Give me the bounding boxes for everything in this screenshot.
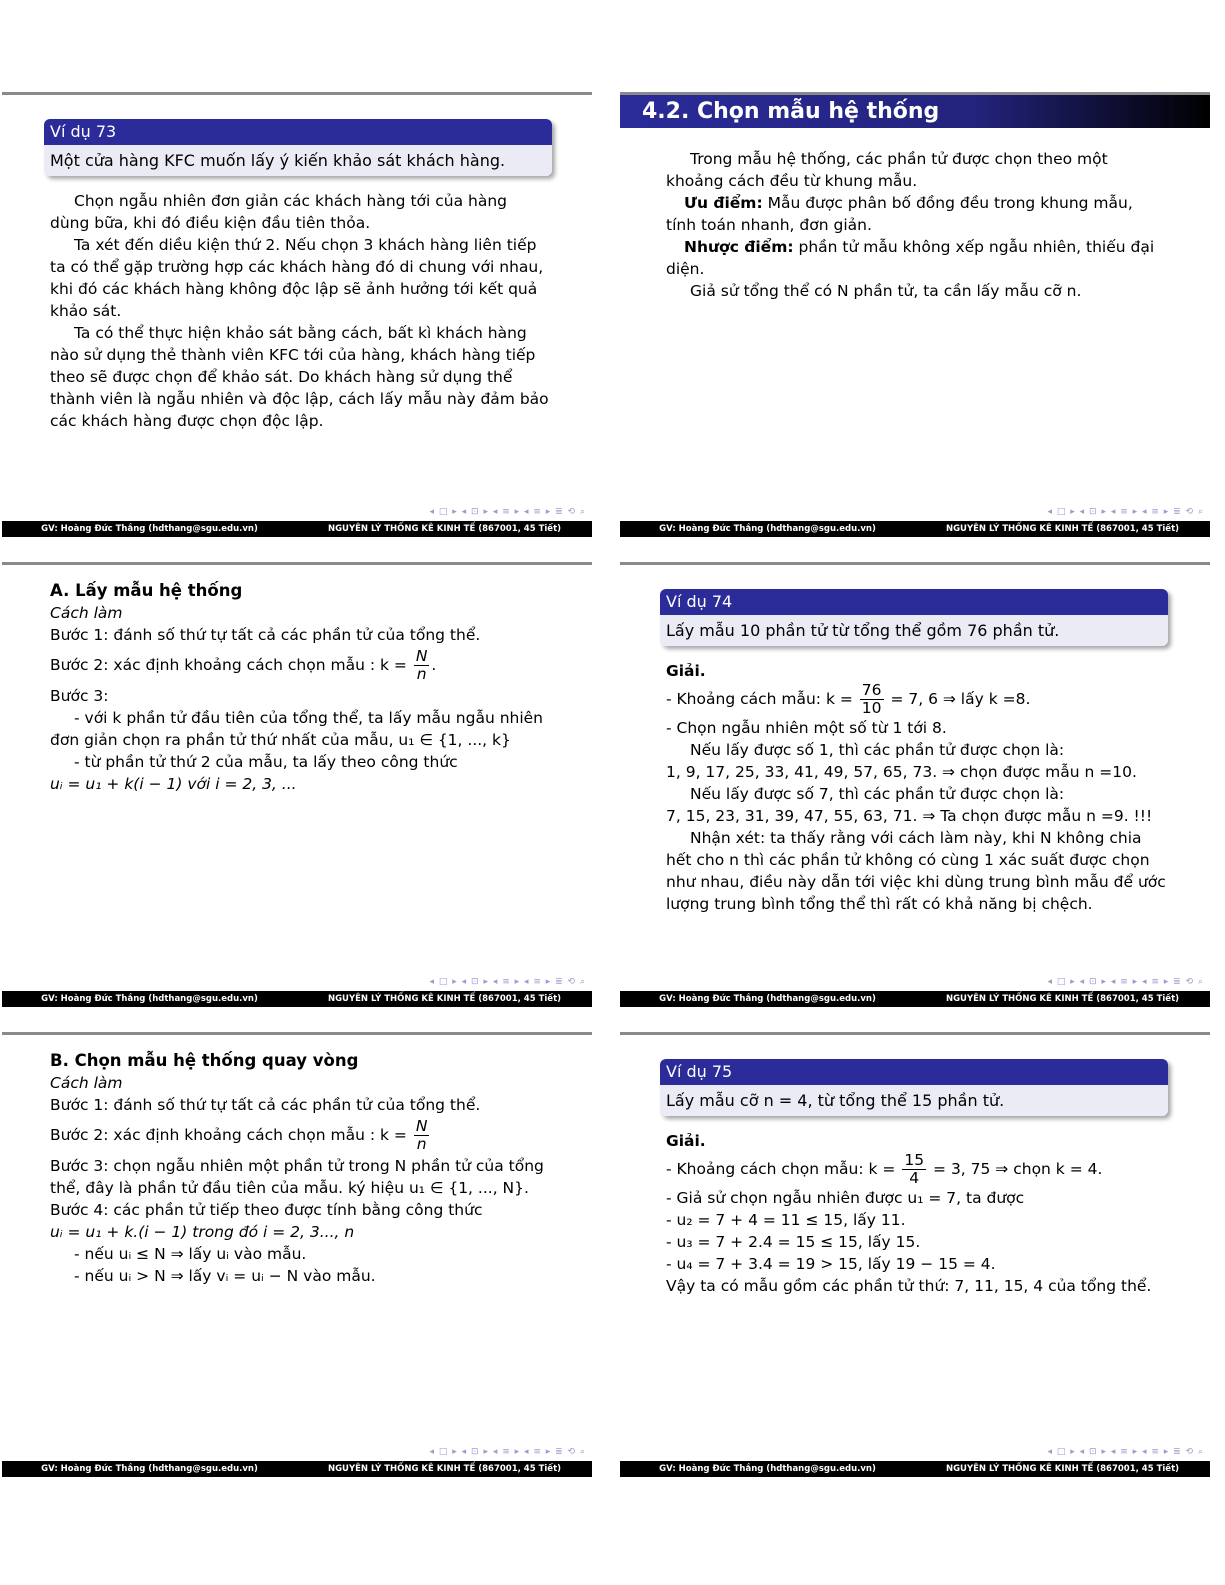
line [666, 1152, 1166, 1187]
line: 1, 9, 17, 25, 33, 41, 49, 57, 65, 73. ⇒ chọn được mẫu n =10. [666, 763, 1137, 781]
line: - u₄ = 7 + 3.4 = 19 > 15, lấy 19 − 15 = 4. [666, 1255, 996, 1273]
footer-author: GV: Hoàng Đức Thắng (hdthang@sgu.edu.vn) [41, 1464, 258, 1474]
slide-body [50, 580, 550, 795]
solution-label: Giải. [666, 662, 706, 680]
slide-body [666, 660, 1166, 915]
line: - Chọn ngẫu nhiên một số từ 1 tới 8. [666, 719, 947, 737]
slide-body [666, 1130, 1166, 1297]
paragraph: Nhận xét: ta thấy rằng với cách làm này, khi N không chia hết cho n thì các phần tử không có cùng 1 xác suất được chọn như nhau, điều này dẫn tới việc khi dùng trung bình mẫu để ước lượng trung bình tổng thể thì rất có khả năng bị chệch. [666, 829, 1166, 913]
paragraph: Trong mẫu hệ thống, các phần tử được chọn theo một khoảng cách đều từ khung mẫu. [666, 150, 1108, 190]
block-title: Ví dụ 74 [660, 589, 1168, 615]
fraction-den: n [416, 665, 427, 683]
fraction-den: 4 [909, 1169, 920, 1187]
slide-footer [2, 1461, 592, 1477]
step-3-c: - từ phần tử thứ 2 của mẫu, ta lấy theo công thức [74, 753, 458, 771]
disadvantage-label: Nhược điểm: [684, 238, 794, 256]
line [666, 682, 1166, 717]
paragraph: Ta có thể thực hiện khảo sát bằng cách, bất kì khách hàng nào sử dụng thẻ thành viên KFC tới của hàng, khách hàng tiếp theo sẽ được chọn để khảo sát. Do khách hàng sử dụng thể thành viên là ngẫu nhiên và độc lập, cách lấy mẫu này đảm bảo các khách hàng được chọn độc lập. [50, 324, 549, 430]
fraction [860, 682, 884, 717]
step-2-text: Bước 2: xác định khoảng cách chọn mẫu : k = [50, 1126, 407, 1144]
slide-body [666, 148, 1166, 302]
footer-author: GV: Hoàng Đức Thắng (hdthang@sgu.edu.vn) [659, 994, 876, 1004]
block-body: Lấy mẫu 10 phần tử từ tổng thể gồm 76 phần tử. [660, 615, 1168, 646]
block-body: Một cửa hàng KFC muốn lấy ý kiến khảo sát khách hàng. [44, 145, 552, 176]
slide-footer [2, 991, 592, 1007]
fraction [902, 1152, 926, 1187]
line-text: = 7, 6 ⇒ lấy k =8. [890, 690, 1031, 708]
slide-footer [620, 521, 1210, 537]
method-label: Cách làm [50, 604, 123, 622]
step-2: Bước 2: xác định khoảng cách chọn mẫu : k = $\frac{N}{n}$ . [50, 647, 437, 683]
section-heading: A. Lấy mẫu hệ thống [50, 581, 243, 600]
slide-4 [620, 562, 1210, 1007]
line: 7, 15, 23, 31, 39, 47, 55, 63, 71. ⇒ Ta chọn được mẫu n =9. !!! [666, 807, 1153, 825]
step-1: Bước 1: đánh số thứ tự tất cả các phần tử của tổng thể. [50, 626, 481, 644]
fraction-den: 10 [861, 699, 882, 717]
section-heading: B. Chọn mẫu hệ thống quay vòng [50, 1051, 359, 1070]
fraction-num: 15 [904, 1151, 925, 1169]
footer-course: NGUYÊN LÝ THỐNG KÊ KINH TẾ (867001, 45 Tiết) [915, 1464, 1210, 1474]
footer-author: GV: Hoàng Đức Thắng (hdthang@sgu.edu.vn) [41, 524, 258, 534]
disadvantage-text: phần tử mẫu không xếp ngẫu nhiên, thiếu đại diện. [666, 238, 1155, 278]
step-4: Bước 4: các phần tử tiếp theo được tính bằng công thức [50, 1201, 483, 1219]
block-body: Lấy mẫu cỡ n = 4, từ tổng thể 15 phần tử. [660, 1085, 1168, 1116]
example-block [660, 1059, 1168, 1116]
paragraph: Chọn ngẫu nhiên đơn giản các khách hàng tới của hàng dùng bữa, khi đó điều kiện đầu tiên thỏa. [50, 192, 508, 232]
beamer-nav-icons[interactable]: ◂ □ ▸ ◂ ⊡ ▸ ◂ ≡ ▸ ◂ ≡ ▸ ≣ ⟲ ⌕ [1047, 507, 1204, 517]
beamer-nav-icons[interactable]: ◂ □ ▸ ◂ ⊡ ▸ ◂ ≡ ▸ ◂ ≡ ▸ ≣ ⟲ ⌕ [1047, 1447, 1204, 1457]
fraction-den: n [416, 1135, 427, 1153]
method-label: Cách làm [50, 1074, 123, 1092]
slide-top-rule [2, 92, 592, 95]
line: - u₂ = 7 + 4 = 11 ≤ 15, lấy 11. [666, 1211, 906, 1229]
block-title: Ví dụ 75 [660, 1059, 1168, 1085]
beamer-nav-icons[interactable]: ◂ □ ▸ ◂ ⊡ ▸ ◂ ≡ ▸ ◂ ≡ ▸ ≣ ⟲ ⌕ [429, 1447, 586, 1457]
condition: - nếu uᵢ > N ⇒ lấy vᵢ = uᵢ − N vào mẫu. [74, 1267, 376, 1285]
fraction-num: 76 [861, 681, 882, 699]
step-3-b: đơn giản chọn ra phần tử thứ nhất của mẫu, u₁ ∈ {1, ..., k} [50, 731, 511, 749]
footer-course: NGUYÊN LÝ THỐNG KÊ KINH TẾ (867001, 45 Tiết) [297, 524, 592, 534]
footer-author: GV: Hoàng Đức Thắng (hdthang@sgu.edu.vn) [659, 1464, 876, 1474]
step-3: Bước 3: [50, 687, 109, 705]
step-3: Bước 3: chọn ngẫu nhiên một phần tử trong N phần tử của tổng thể, đây là phần tử đầu tiên của mẫu. ký hiệu u₁ ∈ {1, ..., N}. [50, 1157, 544, 1197]
example-block [660, 589, 1168, 646]
fraction [414, 1118, 430, 1153]
beamer-nav-icons[interactable]: ◂ □ ▸ ◂ ⊡ ▸ ◂ ≡ ▸ ◂ ≡ ▸ ≣ ⟲ ⌕ [429, 977, 586, 987]
solution-label: Giải. [666, 1132, 706, 1150]
beamer-nav-icons[interactable]: ◂ □ ▸ ◂ ⊡ ▸ ◂ ≡ ▸ ◂ ≡ ▸ ≣ ⟲ ⌕ [1047, 977, 1204, 987]
slide-3 [2, 562, 592, 1007]
slide-top-rule [2, 562, 592, 565]
slide-top-rule [620, 562, 1210, 565]
footer-course: NGUYÊN LÝ THỐNG KÊ KINH TẾ (867001, 45 Tiết) [915, 994, 1210, 1004]
footer-course: NGUYÊN LÝ THỐNG KÊ KINH TẾ (867001, 45 Tiết) [297, 994, 592, 1004]
line: Nếu lấy được số 1, thì các phần tử được chọn là: [690, 741, 1065, 759]
slide-5 [2, 1032, 592, 1477]
slide-top-rule [620, 1032, 1210, 1035]
slide-footer [620, 991, 1210, 1007]
advantage-label: Ưu điểm: [684, 194, 763, 212]
slide-footer [620, 1461, 1210, 1477]
slide-footer [2, 521, 592, 537]
fraction [414, 648, 430, 683]
footer-author: GV: Hoàng Đức Thắng (hdthang@sgu.edu.vn) [41, 994, 258, 1004]
footer-course: NGUYÊN LÝ THỐNG KÊ KINH TẾ (867001, 45 Tiết) [297, 1464, 592, 1474]
line-text: = 3, 75 ⇒ chọn k = 4. [933, 1160, 1103, 1178]
example-block [44, 119, 552, 176]
step-3-a: - với k phần tử đầu tiên của tổng thể, ta lấy mẫu ngẫu nhiên [74, 709, 544, 727]
footer-course: NGUYÊN LÝ THỐNG KÊ KINH TẾ (867001, 45 Tiết) [915, 524, 1210, 534]
disadvantage-line [666, 236, 1166, 280]
line: Nếu lấy được số 7, thì các phần tử được chọn là: [690, 785, 1065, 803]
condition: - nếu uᵢ ≤ N ⇒ lấy uᵢ vào mẫu. [74, 1245, 307, 1263]
step-1: Bước 1: đánh số thứ tự tất cả các phần tử của tổng thể. [50, 1096, 481, 1114]
paragraph: Giả sử tổng thể có N phần tử, ta cần lấy mẫu cỡ n. [690, 282, 1082, 300]
formula: uᵢ = u₁ + k.(i − 1) trong đó i = 2, 3..., n [50, 1223, 355, 1241]
step-2 [50, 1118, 550, 1153]
slide-6 [620, 1032, 1210, 1477]
fraction-num: N [415, 1117, 428, 1135]
footer-author: GV: Hoàng Đức Thắng (hdthang@sgu.edu.vn) [659, 524, 876, 534]
formula: uᵢ = u₁ + k(i − 1) với i = 2, 3, ... [50, 775, 297, 793]
line: Vậy ta có mẫu gồm các phần tử thứ: 7, 11, 15, 4 của tổng thể. [666, 1277, 1152, 1295]
fraction-num: N [415, 647, 428, 665]
paragraph: Ta xét đến diều kiện thứ 2. Nếu chọn 3 khách hàng liên tiếp ta có thể gặp trường hợp các khách hàng đó di chung với nhau, khi đó các khách hàng không độc lập sẽ ảnh hưởng tới kết quả khảo sát. [50, 236, 544, 320]
slide-top-rule [2, 1032, 592, 1035]
slide-2 [620, 92, 1210, 537]
block-title: Ví dụ 73 [44, 119, 552, 145]
beamer-nav-icons[interactable]: ◂ □ ▸ ◂ ⊡ ▸ ◂ ≡ ▸ ◂ ≡ ▸ ≣ ⟲ ⌕ [429, 507, 586, 517]
line: - Giả sử chọn ngẫu nhiên được u₁ = 7, ta được [666, 1189, 1025, 1207]
advantage-text: Mẫu được phân bố đồng đều trong khung mẫu, tính toán nhanh, đơn giản. [666, 194, 1133, 234]
step-2-text: Bước 2: xác định khoảng cách chọn mẫu : k = [50, 656, 407, 674]
slide-1 [2, 92, 592, 537]
slide-body [50, 190, 550, 432]
advantage-line [666, 192, 1166, 236]
line-text: - Khoảng cách mẫu: k = [666, 690, 853, 708]
line: - u₃ = 7 + 2.4 = 15 ≤ 15, lấy 15. [666, 1233, 921, 1251]
line-text: - Khoảng cách chọn mẫu: k = [666, 1160, 896, 1178]
frame-title: 4.2. Chọn mẫu hệ thống [620, 95, 1210, 128]
slide-body [50, 1050, 550, 1287]
